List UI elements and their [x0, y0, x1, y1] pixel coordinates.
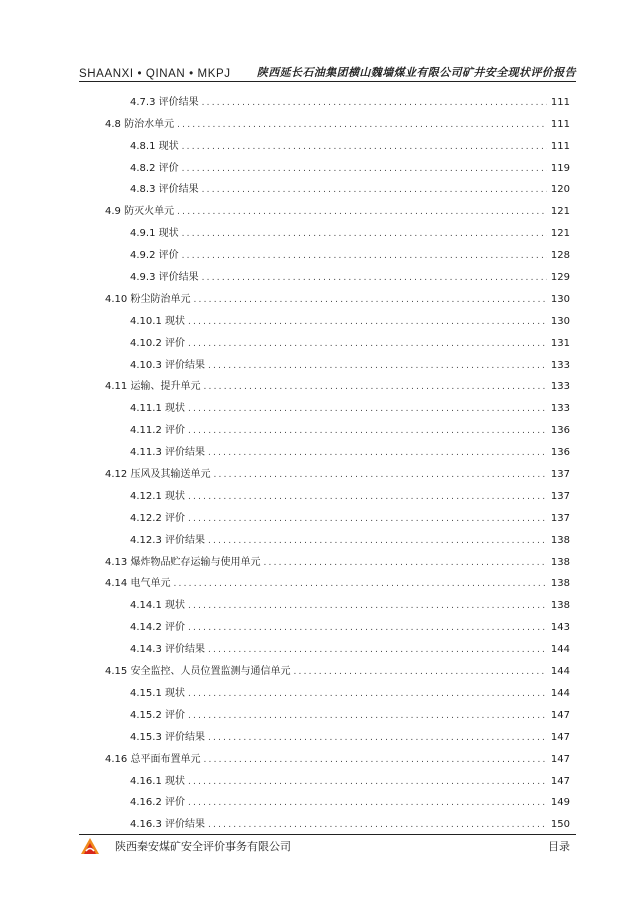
toc-entry[interactable]: [105, 679, 570, 701]
toc-entry-title: 4.10 粉尘防治单元: [105, 293, 191, 305]
toc-dot-leader: [177, 205, 547, 219]
footer-company-block: [79, 837, 291, 855]
toc-entry-title: 4.11 运输、提升单元: [105, 381, 201, 393]
toc-entry[interactable]: [105, 132, 570, 154]
toc-entry-page: 131: [550, 337, 570, 349]
toc-entry-page: 144: [550, 687, 570, 699]
toc-entry-page: 147: [550, 775, 570, 787]
toc-entry-title: 4.11.2 评价: [130, 425, 185, 437]
toc-entry[interactable]: [105, 263, 570, 285]
toc-entry-page: 128: [550, 250, 570, 262]
toc-entry-page: 138: [550, 578, 570, 590]
toc-entry-page: 138: [550, 556, 570, 568]
toc-entry-title: 4.16.1 现状: [130, 775, 185, 787]
toc-entry[interactable]: [105, 745, 570, 767]
toc-entry-page: 133: [550, 403, 570, 415]
toc-dot-leader: [263, 556, 547, 570]
toc-entry-title: 4.16 总平面布置单元: [105, 753, 201, 765]
toc-dot-leader: [188, 687, 547, 701]
toc-entry-page: 111: [550, 140, 570, 152]
toc-entry-title: 4.9.1 现状: [130, 228, 179, 240]
toc-entry[interactable]: [105, 460, 570, 482]
toc-entry-title: 4.8.1 现状: [130, 140, 179, 152]
toc-entry[interactable]: [105, 789, 570, 811]
toc-entry-title: 4.16.3 评价结果: [130, 819, 205, 831]
toc-dot-leader: [208, 731, 547, 745]
toc-entry-title: 4.15.3 评价结果: [130, 731, 205, 743]
toc-entry[interactable]: [105, 701, 570, 723]
toc-entry-page: 130: [550, 293, 570, 305]
toc-dot-leader: [293, 665, 547, 679]
footer-section-label: 目录: [548, 840, 570, 853]
toc-entry-title: 4.15.2 评价: [130, 709, 185, 721]
toc-dot-leader: [208, 359, 547, 373]
toc-entry-page: 137: [550, 490, 570, 502]
toc-entry[interactable]: [105, 394, 570, 416]
toc-entry[interactable]: [105, 635, 570, 657]
toc-dot-leader: [188, 796, 547, 810]
toc-entry[interactable]: [105, 307, 570, 329]
toc-entry-title: 4.15 安全监控、人员位置监测与通信单元: [105, 666, 291, 678]
toc-entry-title: 4.12 压风及其输送单元: [105, 469, 211, 481]
toc-dot-leader: [208, 818, 547, 832]
footer-company-name: 陕西秦安煤矿安全评价事务有限公司: [115, 840, 291, 853]
toc-dot-leader: [188, 621, 547, 635]
toc-entry-title: 4.15.1 现状: [130, 687, 185, 699]
toc-entry-page: 150: [550, 819, 570, 831]
toc-entry-title: 4.14.3 评价结果: [130, 644, 205, 656]
toc-entry[interactable]: [105, 285, 570, 307]
toc-entry-page: 143: [550, 622, 570, 634]
toc-entry-title: 4.9 防灭火单元: [105, 206, 175, 218]
toc-dot-leader: [213, 468, 547, 482]
toc-entry-page: 133: [550, 359, 570, 371]
toc-entry-title: 4.11.3 评价结果: [130, 447, 205, 459]
toc-entry-title: 4.14.2 评价: [130, 622, 185, 634]
toc-dot-leader: [208, 534, 547, 548]
toc-entry[interactable]: [105, 219, 570, 241]
toc-entry[interactable]: [105, 351, 570, 373]
footer-rule: [79, 834, 576, 835]
toc-entry-page: 147: [550, 709, 570, 721]
toc-entry-page: 138: [550, 600, 570, 612]
toc-entry[interactable]: [105, 176, 570, 198]
toc-dot-leader: [193, 293, 547, 307]
toc-entry-title: 4.14.1 现状: [130, 600, 185, 612]
toc-dot-leader: [202, 183, 547, 197]
toc-entry[interactable]: [105, 657, 570, 679]
toc-dot-leader: [182, 140, 547, 154]
toc-entry[interactable]: [105, 591, 570, 613]
toc-entry-page: 130: [550, 315, 570, 327]
toc-entry[interactable]: [105, 613, 570, 635]
toc-entry-title: 4.8.2 评价: [130, 162, 179, 174]
header-left-text: SHAANXI • QINAN • MKPJ: [79, 68, 231, 80]
toc-entry-title: 4.10.1 现状: [130, 315, 185, 327]
toc-entry-page: 137: [550, 512, 570, 524]
toc-dot-leader: [202, 271, 547, 285]
toc-entry-title: 4.7.3 评价结果: [130, 96, 199, 108]
toc-dot-leader: [173, 577, 547, 591]
toc-entry-page: 138: [550, 534, 570, 546]
toc-entry-page: 147: [550, 731, 570, 743]
toc-entry-page: 136: [550, 447, 570, 459]
toc-entry-title: 4.8 防治水单元: [105, 118, 175, 130]
toc-dot-leader: [188, 315, 547, 329]
toc-entry[interactable]: [105, 526, 570, 548]
toc-entry[interactable]: [105, 767, 570, 789]
toc-dot-leader: [182, 162, 547, 176]
toc-entry-title: 4.16.2 评价: [130, 797, 185, 809]
toc-entry-page: 129: [550, 272, 570, 284]
toc-entry-page: 144: [550, 666, 570, 678]
toc-entry-title: 4.9.3 评价结果: [130, 272, 199, 284]
table-of-contents: [105, 88, 570, 832]
toc-entry-title: 4.8.3 评价结果: [130, 184, 199, 196]
toc-entry-title: 4.9.2 评价: [130, 250, 179, 262]
toc-entry-title: 4.12.1 现状: [130, 490, 185, 502]
toc-dot-leader: [188, 512, 547, 526]
toc-entry-page: 137: [550, 469, 570, 481]
toc-dot-leader: [203, 380, 547, 394]
page-footer: [79, 836, 570, 856]
toc-entry[interactable]: [105, 570, 570, 592]
toc-entry-page: 111: [550, 118, 570, 130]
toc-dot-leader: [188, 490, 547, 504]
header-report-title: 陕西延长石油集团横山魏墙煤业有限公司矿井安全现状评价报告: [256, 66, 576, 79]
toc-entry-page: 121: [550, 206, 570, 218]
header-rule: [79, 81, 576, 82]
toc-dot-leader: [177, 118, 547, 132]
toc-entry-page: 120: [550, 184, 570, 196]
toc-entry[interactable]: [105, 88, 570, 110]
toc-entry[interactable]: [105, 241, 570, 263]
toc-entry-title: 4.12.3 评价结果: [130, 534, 205, 546]
toc-entry[interactable]: [105, 329, 570, 351]
toc-entry[interactable]: [105, 482, 570, 504]
toc-dot-leader: [188, 402, 547, 416]
toc-entry[interactable]: [105, 197, 570, 219]
toc-dot-leader: [188, 337, 547, 351]
toc-entry-page: 121: [550, 228, 570, 240]
toc-entry[interactable]: [105, 373, 570, 395]
toc-dot-leader: [188, 709, 547, 723]
toc-entry-title: 4.10.3 评价结果: [130, 359, 205, 371]
toc-dot-leader: [188, 599, 547, 613]
toc-dot-leader: [188, 424, 547, 438]
toc-entry-page: 136: [550, 425, 570, 437]
toc-entry[interactable]: [105, 504, 570, 526]
toc-dot-leader: [188, 775, 547, 789]
toc-entry[interactable]: [105, 416, 570, 438]
toc-entry-title: 4.12.2 评价: [130, 512, 185, 524]
toc-entry-page: 119: [550, 162, 570, 174]
toc-entry-title: 4.13 爆炸物品贮存运输与使用单元: [105, 556, 261, 568]
toc-entry[interactable]: [105, 110, 570, 132]
toc-entry-page: 111: [550, 96, 570, 108]
toc-entry-title: 4.14 电气单元: [105, 578, 171, 590]
toc-dot-leader: [182, 249, 547, 263]
toc-dot-leader: [208, 446, 547, 460]
toc-entry[interactable]: [105, 438, 570, 460]
toc-dot-leader: [182, 227, 547, 241]
toc-entry[interactable]: [105, 810, 570, 832]
toc-entry-page: 149: [550, 797, 570, 809]
toc-entry-page: 147: [550, 753, 570, 765]
company-logo-icon: [79, 837, 101, 855]
toc-entry[interactable]: [105, 723, 570, 745]
toc-entry-title: 4.10.2 评价: [130, 337, 185, 349]
toc-entry-page: 133: [550, 381, 570, 393]
toc-entry-page: 144: [550, 644, 570, 656]
toc-dot-leader: [208, 643, 547, 657]
toc-dot-leader: [203, 753, 547, 767]
toc-entry[interactable]: [105, 154, 570, 176]
page-header: [79, 60, 576, 80]
toc-entry-title: 4.11.1 现状: [130, 403, 185, 415]
toc-entry[interactable]: [105, 548, 570, 570]
toc-dot-leader: [202, 96, 547, 110]
